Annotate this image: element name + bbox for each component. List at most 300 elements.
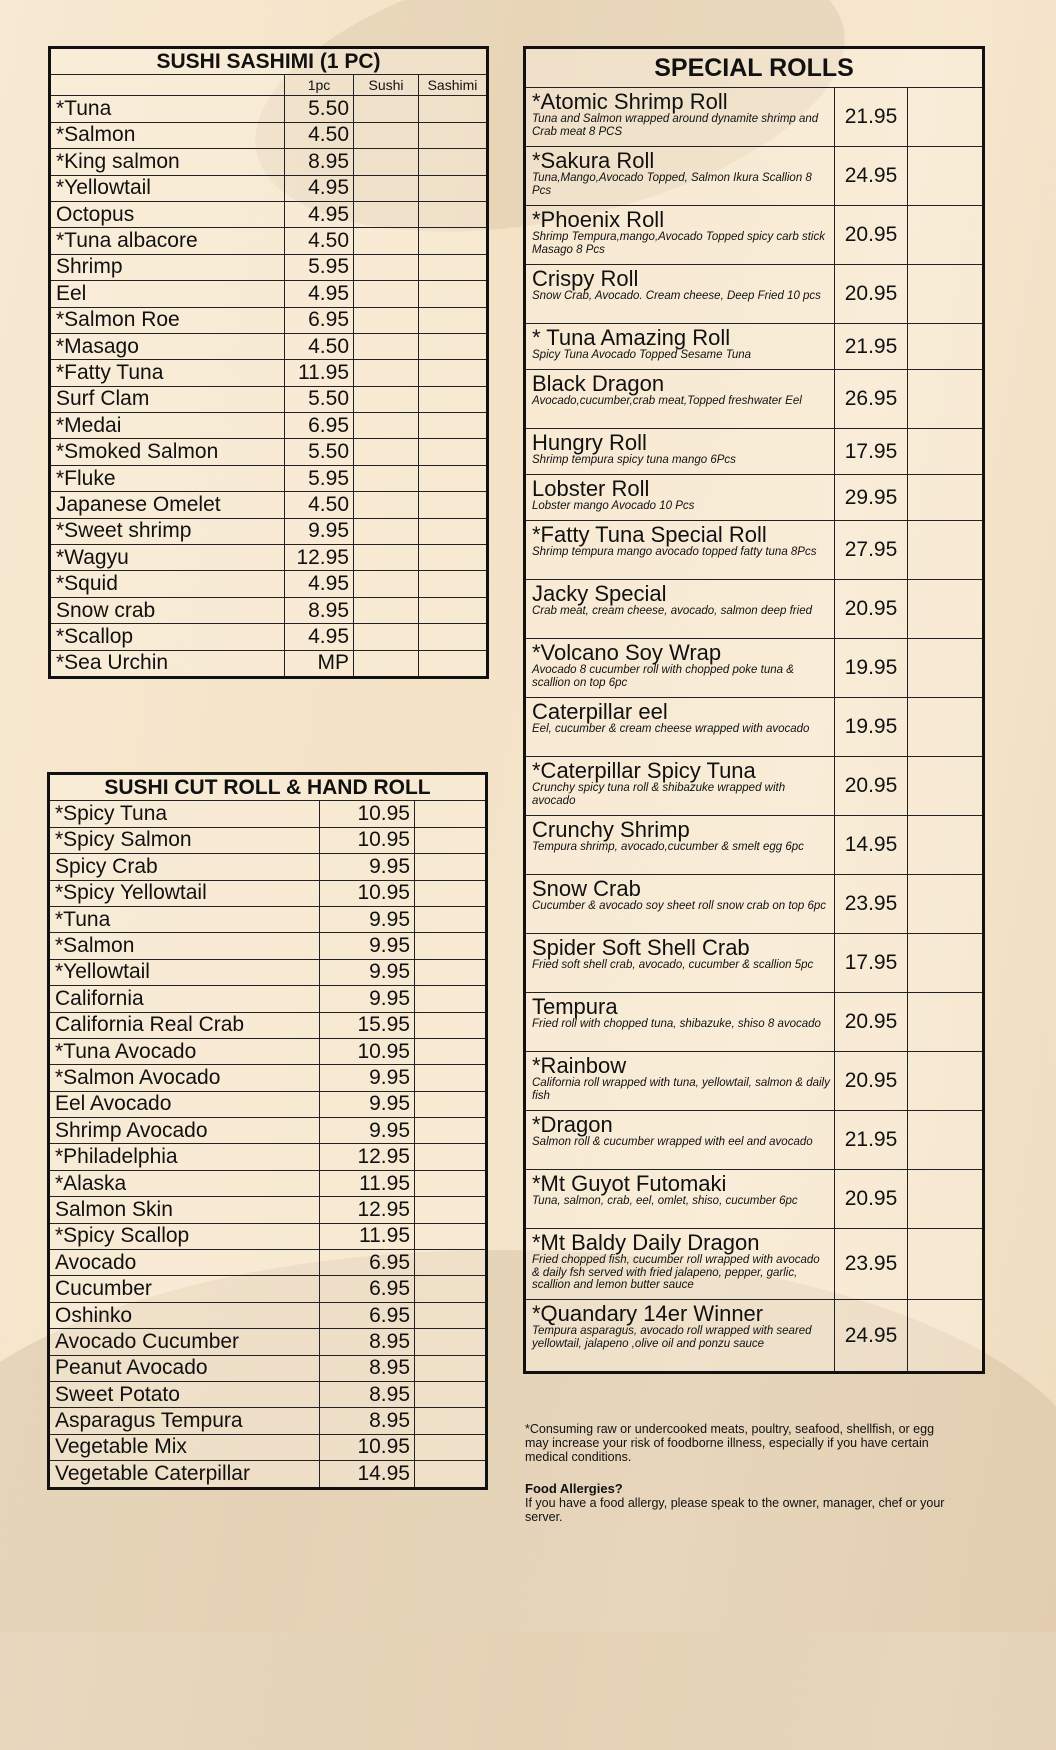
blank-cell	[908, 429, 984, 475]
item-price: 9.95	[320, 986, 415, 1012]
blank-cell	[908, 265, 984, 324]
sashimi-cell	[419, 96, 488, 122]
item-name: Avocado Cucumber	[49, 1329, 320, 1355]
roll-description: Salmon roll & cucumber wrapped with eel and avocado	[532, 1136, 813, 1148]
blank-cell	[415, 933, 487, 959]
sashimi-cell	[419, 360, 488, 386]
blank-cell	[908, 757, 984, 816]
roll-name: Hungry Roll	[532, 430, 647, 455]
menu-row	[525, 370, 984, 429]
item-name: Shrimp	[50, 254, 285, 280]
menu-row	[50, 201, 488, 227]
roll-price: 23.95	[835, 1229, 908, 1300]
item-name: *Tuna albacore	[50, 228, 285, 254]
menu-row	[49, 827, 487, 853]
roll-name: Spider Soft Shell Crab	[532, 935, 750, 960]
roll-cell	[525, 475, 835, 521]
item-name: *Tuna	[50, 96, 285, 122]
item-price: 14.95	[320, 1461, 415, 1488]
blank-cell	[908, 875, 984, 934]
menu-row	[49, 959, 487, 985]
sushi-cell	[354, 201, 419, 227]
allergy-title: Food Allergies?	[525, 1481, 623, 1496]
menu-row	[525, 521, 984, 580]
roll-price: 20.95	[835, 1052, 908, 1111]
menu-row	[49, 1329, 487, 1355]
menu-row	[50, 96, 488, 122]
item-name: *Tuna	[49, 906, 320, 932]
menu-row	[50, 254, 488, 280]
roll-cell	[525, 370, 835, 429]
item-price: 6.95	[285, 413, 354, 439]
sushi-cell	[354, 650, 419, 677]
blank-cell	[415, 880, 487, 906]
roll-description: Tuna and Salmon wrapped around dynamite shrimp and Crab meat 8 PCS	[532, 113, 819, 138]
special-rolls-table	[523, 46, 985, 1374]
roll-cell	[525, 875, 835, 934]
menu-row	[49, 1381, 487, 1407]
item-price: 6.95	[285, 307, 354, 333]
item-price: 5.50	[285, 386, 354, 412]
menu-row	[49, 1197, 487, 1223]
item-name: Oshinko	[49, 1302, 320, 1328]
blank-cell	[908, 934, 984, 993]
blank-cell	[415, 986, 487, 1012]
item-name: *Sea Urchin	[50, 650, 285, 677]
item-name: California	[49, 986, 320, 1012]
menu-row	[50, 281, 488, 307]
menu-row	[525, 88, 984, 147]
sashimi-cell	[419, 149, 488, 175]
blank-cell	[908, 475, 984, 521]
item-price: 4.95	[285, 201, 354, 227]
sashimi-cell	[419, 307, 488, 333]
item-price: 12.95	[285, 545, 354, 571]
blank-cell	[415, 1329, 487, 1355]
item-name: Cucumber	[49, 1276, 320, 1302]
header-1pc: 1pc	[285, 75, 354, 96]
menu-row	[50, 228, 488, 254]
sushi-cell	[354, 96, 419, 122]
sushi-cell	[354, 360, 419, 386]
sushi-cell	[354, 571, 419, 597]
blank-cell	[908, 1111, 984, 1170]
blank-cell	[908, 206, 984, 265]
sushi-sashimi-table	[48, 46, 489, 679]
item-price: 5.95	[285, 254, 354, 280]
item-price: MP	[285, 650, 354, 677]
item-name: *Scallop	[50, 624, 285, 650]
menu-row	[50, 307, 488, 333]
item-price: 11.95	[320, 1223, 415, 1249]
sashimi-cell	[419, 254, 488, 280]
blank-cell	[908, 1229, 984, 1300]
section-title: SUSHI SASHIMI (1 PC)	[50, 48, 488, 75]
item-name: *Salmon Avocado	[49, 1065, 320, 1091]
blank-cell	[908, 993, 984, 1052]
blank-cell	[415, 1223, 487, 1249]
header-sashimi: Sashimi	[419, 75, 488, 96]
item-name: Sweet Potato	[49, 1381, 320, 1407]
menu-row	[525, 816, 984, 875]
roll-price: 24.95	[835, 1300, 908, 1373]
item-price: 5.50	[285, 439, 354, 465]
item-name: Eel	[50, 281, 285, 307]
menu-row	[49, 986, 487, 1012]
roll-price: 29.95	[835, 475, 908, 521]
sushi-cell	[354, 333, 419, 359]
menu-row	[525, 639, 984, 698]
item-price: 8.95	[320, 1329, 415, 1355]
item-price: 10.95	[320, 1434, 415, 1460]
item-price: 6.95	[320, 1250, 415, 1276]
sushi-cell	[354, 254, 419, 280]
item-price: 10.95	[320, 801, 415, 827]
item-name: Spicy Crab	[49, 854, 320, 880]
sushi-cell	[354, 149, 419, 175]
blank-cell	[908, 639, 984, 698]
roll-description: Tempura shrimp, avocado,cucumber & smelt egg 6pc	[532, 841, 804, 853]
item-name: *Yellowtail	[49, 959, 320, 985]
sashimi-cell	[419, 413, 488, 439]
sashimi-cell	[419, 597, 488, 623]
item-price: 12.95	[320, 1144, 415, 1170]
roll-description: Fried soft shell crab, avocado, cucumber & scallion 5pc	[532, 959, 814, 971]
item-price: 9.95	[320, 933, 415, 959]
item-name: *Sweet shrimp	[50, 518, 285, 544]
item-price: 4.95	[285, 281, 354, 307]
item-price: 4.50	[285, 228, 354, 254]
sashimi-cell	[419, 228, 488, 254]
roll-cell	[525, 1229, 835, 1300]
roll-cell	[525, 88, 835, 147]
sashimi-cell	[419, 386, 488, 412]
roll-description: Snow Crab, Avocado. Cream cheese, Deep Fried 10 pcs	[532, 290, 821, 302]
menu-row	[49, 1408, 487, 1434]
sushi-cell	[354, 597, 419, 623]
item-name: Snow crab	[50, 597, 285, 623]
sushi-cell	[354, 307, 419, 333]
menu-row	[525, 324, 984, 370]
sushi-cell	[354, 281, 419, 307]
item-price: 8.95	[285, 149, 354, 175]
menu-row	[50, 597, 488, 623]
blank-cell	[415, 827, 487, 853]
sushi-cell	[354, 545, 419, 571]
menu-row	[49, 1091, 487, 1117]
roll-description: Fried chopped fish, cucumber roll wrapped with avocado & daily fsh served with fried jalapeno, pepper, garlic, scallion and lemon butter sauce	[532, 1254, 820, 1291]
roll-name: *Atomic Shrimp Roll	[532, 89, 728, 114]
roll-cell	[525, 147, 835, 206]
item-price: 9.95	[320, 959, 415, 985]
roll-description: Cucumber & avocado soy sheet roll snow crab on top 6pc	[532, 900, 827, 912]
item-price: 4.95	[285, 624, 354, 650]
item-price: 11.95	[320, 1170, 415, 1196]
roll-description: Tempura asparagus, avocado roll wrapped with seared yellowtail, jalapeno ,olive oil and ponzu sauce	[532, 1325, 812, 1350]
menu-row	[49, 906, 487, 932]
menu-row	[525, 429, 984, 475]
sushi-cell	[354, 624, 419, 650]
blank-cell	[415, 1381, 487, 1407]
item-name: Vegetable Mix	[49, 1434, 320, 1460]
roll-price: 26.95	[835, 370, 908, 429]
menu-row	[525, 757, 984, 816]
menu-row	[49, 1355, 487, 1381]
menu-row	[525, 1052, 984, 1111]
roll-name: *Phoenix Roll	[532, 207, 665, 232]
item-price: 4.95	[285, 175, 354, 201]
roll-name: *Caterpillar Spicy Tuna	[532, 758, 756, 783]
menu-row	[525, 147, 984, 206]
section-title: SPECIAL ROLLS	[525, 48, 984, 88]
item-name: California Real Crab	[49, 1012, 320, 1038]
item-price: 9.95	[320, 854, 415, 880]
roll-name: Black Dragon	[532, 371, 665, 396]
roll-cell	[525, 1052, 835, 1111]
roll-description: Tuna, salmon, crab, eel, omlet, shiso, cucumber 6pc	[532, 1195, 798, 1207]
menu-row	[50, 492, 488, 518]
sashimi-cell	[419, 122, 488, 148]
roll-cell	[525, 521, 835, 580]
sushi-cell	[354, 518, 419, 544]
roll-cell	[525, 580, 835, 639]
menu-row	[525, 1300, 984, 1373]
roll-description: Lobster mango Avocado 10 Pcs	[532, 500, 695, 512]
roll-cell	[525, 1111, 835, 1170]
menu-row	[49, 854, 487, 880]
roll-description: Spicy Tuna Avocado Topped Sesame Tuna	[532, 349, 752, 361]
roll-price: 20.95	[835, 757, 908, 816]
blank-cell	[908, 1300, 984, 1373]
item-name: Eel Avocado	[49, 1091, 320, 1117]
menu-row	[50, 465, 488, 491]
allergy-text: If you have a food allergy, please speak to the owner, manager, chef or your server.	[525, 1496, 945, 1524]
item-price: 8.95	[320, 1355, 415, 1381]
roll-cell	[525, 1170, 835, 1229]
blank-cell	[908, 88, 984, 147]
menu-row	[49, 1038, 487, 1064]
roll-price: 17.95	[835, 429, 908, 475]
roll-price: 14.95	[835, 816, 908, 875]
blank-cell	[415, 801, 487, 827]
menu-row	[49, 1144, 487, 1170]
item-price: 4.50	[285, 122, 354, 148]
item-price: 9.95	[320, 1118, 415, 1144]
blank-cell	[415, 1012, 487, 1038]
item-name: Japanese Omelet	[50, 492, 285, 518]
sushi-cell	[354, 122, 419, 148]
item-name: Shrimp Avocado	[49, 1118, 320, 1144]
roll-cell	[525, 757, 835, 816]
item-name: *Salmon Roe	[50, 307, 285, 333]
roll-price: 19.95	[835, 639, 908, 698]
item-name: *Spicy Scallop	[49, 1223, 320, 1249]
roll-name: *Fatty Tuna Special Roll	[532, 522, 767, 547]
menu-row	[525, 265, 984, 324]
item-name: *Tuna Avocado	[49, 1038, 320, 1064]
blank-cell	[415, 854, 487, 880]
item-price: 4.50	[285, 492, 354, 518]
menu-row	[50, 175, 488, 201]
roll-name: * Tuna Amazing Roll	[532, 325, 731, 350]
section-title: SUSHI CUT ROLL & HAND ROLL	[49, 774, 487, 801]
menu-row	[525, 1229, 984, 1300]
item-price: 11.95	[285, 360, 354, 386]
roll-price: 17.95	[835, 934, 908, 993]
sashimi-cell	[419, 201, 488, 227]
blank-cell	[415, 1144, 487, 1170]
sashimi-cell	[419, 281, 488, 307]
roll-cell	[525, 698, 835, 757]
item-price: 6.95	[320, 1302, 415, 1328]
roll-description: Shrimp Tempura,mango,Avocado Topped spicy carb stick Masago 8 Pcs	[532, 231, 825, 256]
raw-food-warning: *Consuming raw or undercooked meats, poultry, seafood, shellfish, or egg may increase your risk of foodborne illness, especially if you have certain medical conditions.	[525, 1422, 935, 1464]
roll-name: Caterpillar eel	[532, 699, 668, 724]
item-price: 9.95	[285, 518, 354, 544]
blank-cell	[415, 1355, 487, 1381]
item-name: *Salmon	[49, 933, 320, 959]
menu-row	[50, 439, 488, 465]
blank-cell	[908, 521, 984, 580]
roll-name: *Mt Baldy Daily Dragon	[532, 1230, 760, 1255]
menu-row	[525, 580, 984, 639]
item-name: *Fatty Tuna	[50, 360, 285, 386]
menu-row	[49, 1223, 487, 1249]
item-name: *Spicy Tuna	[49, 801, 320, 827]
blank-cell	[415, 1250, 487, 1276]
roll-name: Crispy Roll	[532, 266, 639, 291]
roll-name: Crunchy Shrimp	[532, 817, 690, 842]
item-name: *Philadelphia	[49, 1144, 320, 1170]
blank-cell	[415, 1091, 487, 1117]
item-name: Peanut Avocado	[49, 1355, 320, 1381]
menu-row	[49, 880, 487, 906]
sushi-cell	[354, 386, 419, 412]
sashimi-cell	[419, 571, 488, 597]
sashimi-cell	[419, 545, 488, 571]
item-name: Vegetable Caterpillar	[49, 1461, 320, 1488]
menu-row	[525, 1170, 984, 1229]
blank-cell	[415, 1434, 487, 1460]
roll-cell	[525, 265, 835, 324]
menu-row	[49, 1118, 487, 1144]
roll-price: 23.95	[835, 875, 908, 934]
roll-price: 20.95	[835, 993, 908, 1052]
sashimi-cell	[419, 650, 488, 677]
blank-cell	[415, 1302, 487, 1328]
sushi-cell	[354, 175, 419, 201]
roll-price: 20.95	[835, 265, 908, 324]
item-name: *Medai	[50, 413, 285, 439]
roll-cell	[525, 816, 835, 875]
roll-cell	[525, 1300, 835, 1373]
item-price: 12.95	[320, 1197, 415, 1223]
blank-cell	[415, 1197, 487, 1223]
roll-description: Crunchy spicy tuna roll & shibazuke wrapped with avocado	[532, 782, 786, 807]
menu-row	[49, 1461, 487, 1488]
roll-cell	[525, 206, 835, 265]
menu-row	[50, 360, 488, 386]
item-price: 8.95	[320, 1381, 415, 1407]
sashimi-cell	[419, 492, 488, 518]
menu-row	[525, 993, 984, 1052]
item-price: 9.95	[320, 1091, 415, 1117]
roll-description: Shrimp tempura spicy tuna mango 6Pcs	[532, 454, 736, 466]
roll-name: *Sakura Roll	[532, 148, 655, 173]
roll-description: Avocado 8 cucumber roll with chopped poke tuna & scallion on top 6pc	[532, 664, 794, 689]
menu-row	[50, 571, 488, 597]
menu-row	[49, 1250, 487, 1276]
blank-cell	[908, 1170, 984, 1229]
blank-cell	[415, 1461, 487, 1488]
item-price: 6.95	[320, 1276, 415, 1302]
item-price: 9.95	[320, 906, 415, 932]
item-price: 8.95	[285, 597, 354, 623]
sushi-cell	[354, 465, 419, 491]
sashimi-cell	[419, 624, 488, 650]
menu-row	[49, 1065, 487, 1091]
roll-price: 20.95	[835, 580, 908, 639]
item-price: 15.95	[320, 1012, 415, 1038]
item-name: *Spicy Salmon	[49, 827, 320, 853]
sashimi-cell	[419, 465, 488, 491]
menu-row	[50, 650, 488, 677]
menu-row	[50, 333, 488, 359]
item-name: *Yellowtail	[50, 175, 285, 201]
notes	[525, 1422, 955, 1524]
blank-cell	[908, 816, 984, 875]
roll-description: Eel, cucumber & cream cheese wrapped with avocado	[532, 723, 810, 735]
roll-cell	[525, 639, 835, 698]
blank-cell	[415, 1276, 487, 1302]
item-price: 4.50	[285, 333, 354, 359]
blank-cell	[908, 580, 984, 639]
menu-row	[49, 933, 487, 959]
roll-name: *Dragon	[532, 1112, 613, 1137]
item-price: 9.95	[320, 1065, 415, 1091]
menu-row	[50, 518, 488, 544]
sashimi-cell	[419, 518, 488, 544]
roll-price: 21.95	[835, 324, 908, 370]
sashimi-cell	[419, 333, 488, 359]
menu-row	[50, 413, 488, 439]
roll-description: Shrimp tempura mango avocado topped fatty tuna 8Pcs	[532, 546, 817, 558]
item-price: 10.95	[320, 827, 415, 853]
menu-row	[49, 1434, 487, 1460]
roll-name: Snow Crab	[532, 876, 641, 901]
item-name: Octopus	[50, 201, 285, 227]
header-sushi: Sushi	[354, 75, 419, 96]
menu-row	[49, 1170, 487, 1196]
blank-cell	[908, 324, 984, 370]
roll-cell	[525, 429, 835, 475]
item-name: Salmon Skin	[49, 1197, 320, 1223]
roll-price: 19.95	[835, 698, 908, 757]
item-name: *Spicy Yellowtail	[49, 880, 320, 906]
menu-row	[49, 1012, 487, 1038]
blank-cell	[908, 147, 984, 206]
blank-cell	[415, 1118, 487, 1144]
roll-description: Crab meat, cream cheese, avocado, salmon deep fried	[532, 605, 812, 617]
menu-row	[525, 206, 984, 265]
item-name: *Wagyu	[50, 545, 285, 571]
item-price: 10.95	[320, 1038, 415, 1064]
item-price: 5.50	[285, 96, 354, 122]
sushi-cell	[354, 413, 419, 439]
blank-cell	[415, 906, 487, 932]
menu-row	[50, 624, 488, 650]
blank-cell	[908, 370, 984, 429]
